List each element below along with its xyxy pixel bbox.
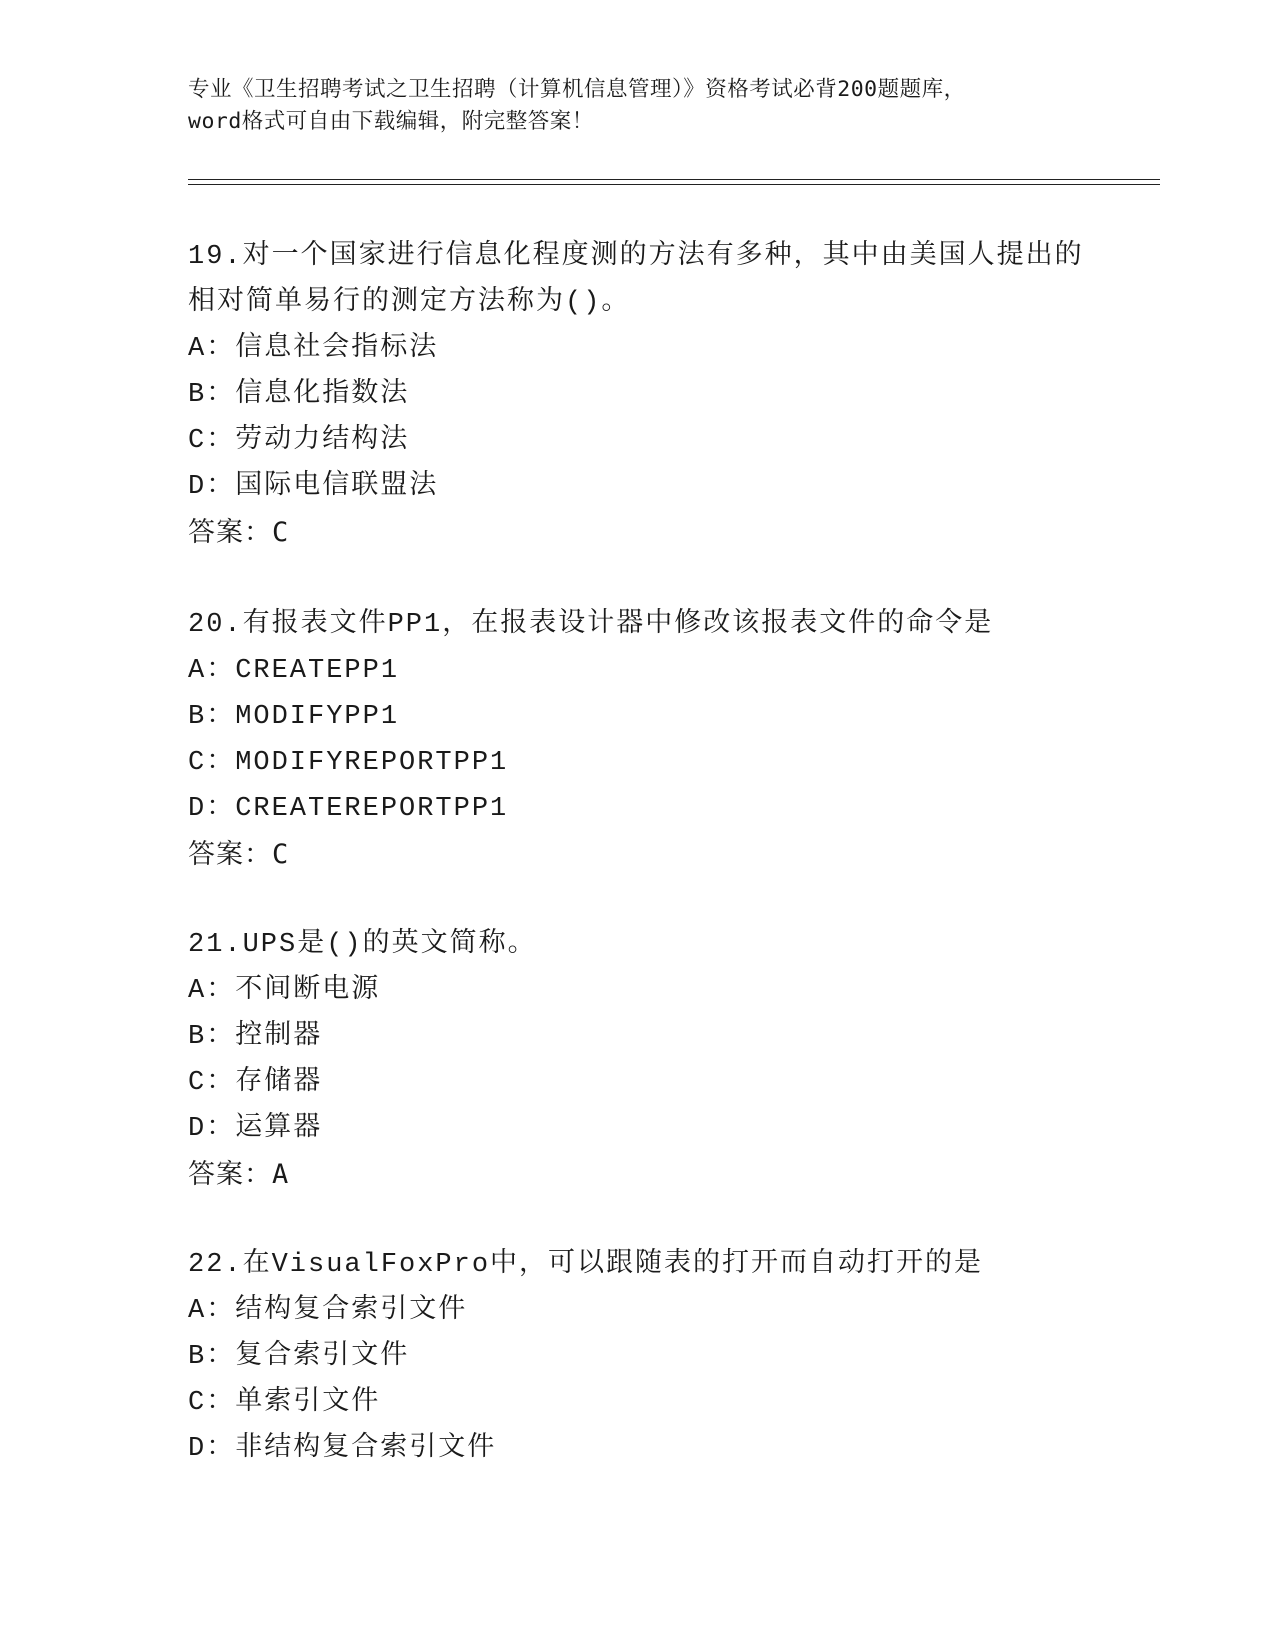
option-b: B：信息化指数法 — [188, 380, 410, 410]
option-d: D：CREATEREPORTPP1 — [188, 794, 509, 824]
option-c: C：存储器 — [188, 1068, 323, 1098]
option-d: D：国际电信联盟法 — [188, 472, 439, 502]
answer-line: 答案：A — [188, 1159, 290, 1190]
option-b: B：复合索引文件 — [188, 1342, 410, 1372]
option-a: A：结构复合索引文件 — [188, 1296, 468, 1326]
option-c: C：劳动力结构法 — [188, 426, 410, 456]
option-d: D：运算器 — [188, 1114, 323, 1144]
question-stem-line: 22.在VisualFoxPro中，可以跟随表的打开而自动打开的是 — [188, 1250, 984, 1280]
answer-line: 答案：C — [188, 839, 290, 870]
question-22 — [188, 1242, 1188, 1472]
header-divider-top — [188, 179, 1160, 180]
document-header — [188, 74, 1088, 138]
option-c: C：单索引文件 — [188, 1388, 381, 1418]
option-a: A：CREATEPP1 — [188, 656, 400, 686]
option-a: A：不间断电源 — [188, 976, 381, 1006]
answer-line: 答案：C — [188, 517, 290, 548]
header-line-2: word格式可自由下载编辑，附完整答案！ — [188, 109, 594, 134]
option-c: C：MODIFYREPORTPP1 — [188, 748, 509, 778]
option-d: D：非结构复合索引文件 — [188, 1434, 497, 1464]
option-a: A：信息社会指标法 — [188, 334, 439, 364]
header-divider-bottom — [188, 184, 1160, 185]
question-stem-line: 19.对一个国家进行信息化程度测的方法有多种，其中由美国人提出的 — [188, 242, 1084, 272]
question-21 — [188, 922, 1188, 1198]
option-b: B：控制器 — [188, 1022, 323, 1052]
question-20 — [188, 602, 1188, 878]
question-19 — [188, 234, 1188, 556]
question-stem-line: 20.有报表文件PP1，在报表设计器中修改该报表文件的命令是 — [188, 610, 994, 640]
header-line-1: 专业《卫生招聘考试之卫生招聘（计算机信息管理）》资格考试必背200题题库， — [188, 77, 966, 102]
question-stem-line: 相对简单易行的测定方法称为()。 — [188, 288, 631, 318]
question-stem-line: 21.UPS是()的英文简称。 — [188, 930, 537, 960]
option-b: B：MODIFYPP1 — [188, 702, 400, 732]
